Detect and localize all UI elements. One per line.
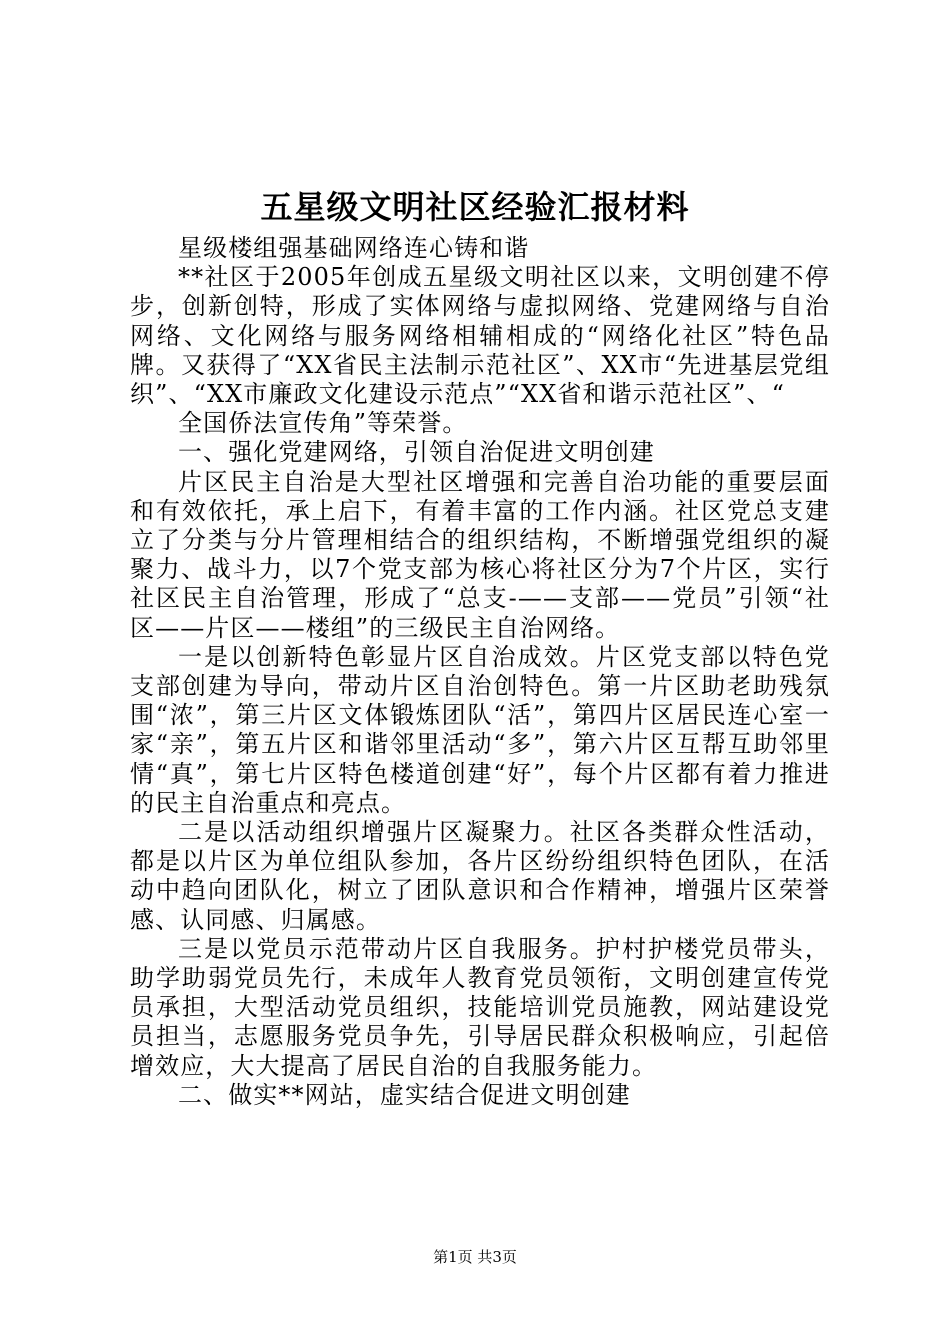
page-footer: 第1页 共3页 xyxy=(433,1248,517,1266)
body-paragraph: 片区民主自治是大型社区增强和完善自治功能的重要层面和有效依托，承上启下，有着丰富的工作内涵。社区党总支建立了分类与分片管理相结合的组织结构，不断增强党组织的凝聚力、战斗力，以7个党支部为核心将社区分为7个片区，实行社区民主自治管理，形成了“总支-——支部——党员”引领“社区——片区——楼组”的三级民主自治网络。 xyxy=(130,467,830,642)
intro-paragraph: **社区于2005年创成五星级文明社区以来，文明创建不停步，创新创特，形成了实体网络与虚拟网络、党建网络与自治网络、文化网络与服务网络相辅相成的“网络化社区”特色品牌。又获得了“XX省民主法制示范社区”、XX市“先进基层党组织”、“XX市廉政文化建设示范点”“XX省和谐示范社区”、“ xyxy=(130,263,830,409)
section-heading-2: 二、做实**网站，虚实结合促进文明创建 xyxy=(178,1080,631,1109)
subtitle-paragraph: 星级楼组强基础网络连心铸和谐 xyxy=(178,234,530,262)
document-title: 五星级文明社区经验汇报材料 xyxy=(260,188,690,226)
body-paragraph: 二是以活动组织增强片区凝聚力。社区各类群众性活动，都是以片区为单位组队参加，各片区纷纷组织特色团队，在活动中趋向团队化，树立了团队意识和合作精神，增强片区荣誉感、认同感、归属感。 xyxy=(130,818,830,934)
section-heading-1: 一、强化党建网络，引领自治促进文明创建 xyxy=(178,438,655,467)
body-paragraph: 三是以党员示范带动片区自我服务。护村护楼党员带头，助学助弱党员先行，未成年人教育党员领衔，文明创建宣传党员承担，大型活动党员组织，技能培训党员施教，网站建设党员担当，志愿服务党员争先，引导居民群众积极响应，引起倍增效应，大大提高了居民自治的自我服务能力。 xyxy=(130,934,830,1080)
document-page xyxy=(130,180,830,1110)
body-paragraph: 一是以创新特色彰显片区自治成效。片区党支部以特色党支部创建为导向，带动片区自治创特色。第一片区助老助残氛围“浓”，第三片区文体锻炼团队“活”，第四片区居民连心室一家“亲”，第五片区和谐邻里活动“多”，第六片区互帮互助邻里情“真”，第七片区特色楼道创建“好”，每个片区都有着力推进的民主自治重点和亮点。 xyxy=(130,642,830,817)
intro-continuation-paragraph: 全国侨法宣传角”等荣誉。 xyxy=(178,409,468,438)
